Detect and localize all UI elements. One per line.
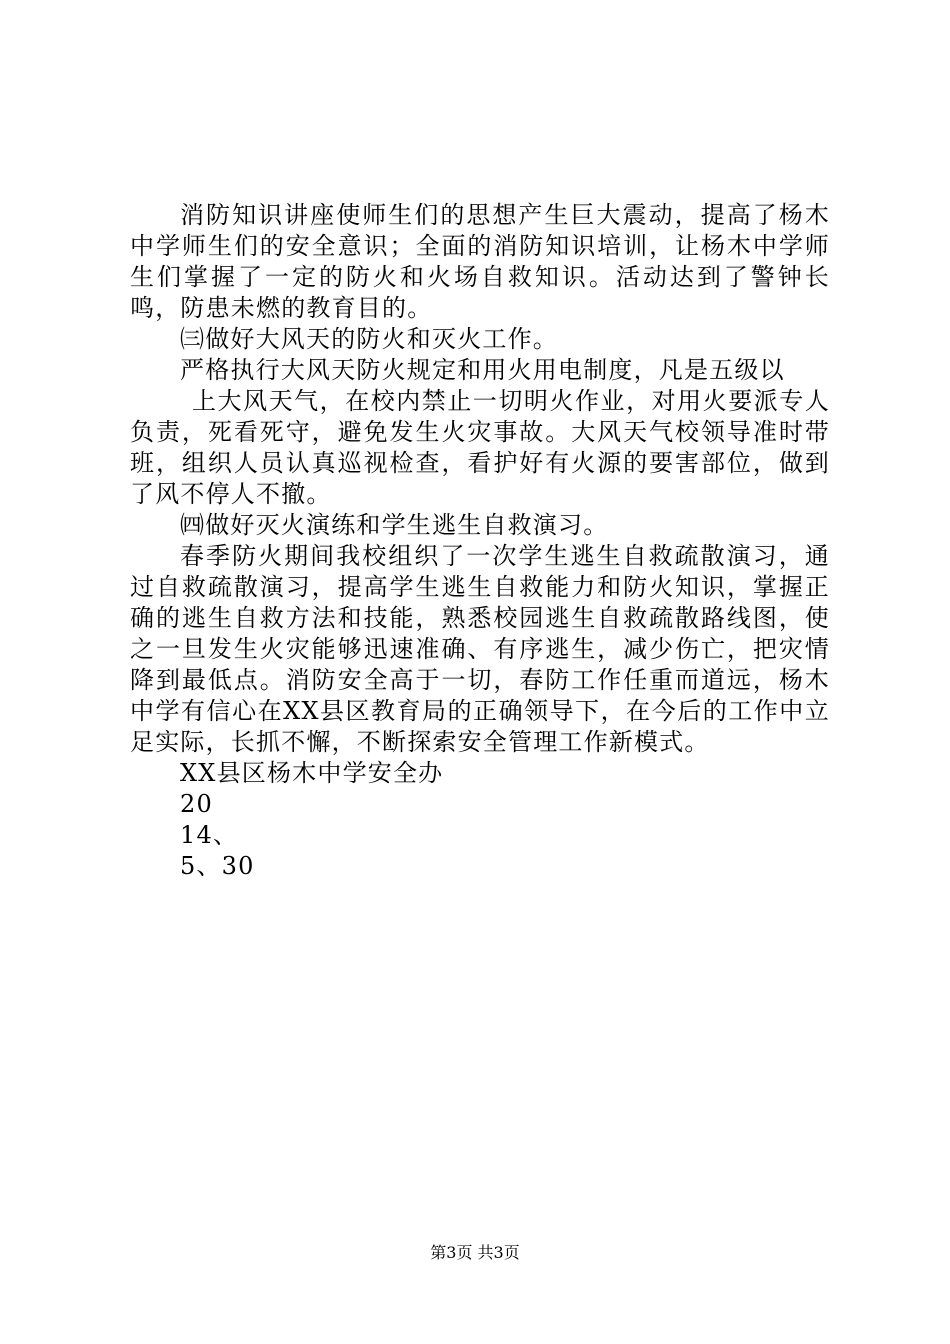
signature-office: XX县区杨木中学安全办 <box>180 759 444 787</box>
date-month-day: 5、30 <box>180 852 255 880</box>
paragraph-windy-day-rules-body: 上大风天气，在校内禁止一切明火作业，对用火要派专人负责，死看死守，避免发生火灾事故。大风天气校领导准时带班，组织人员认真巡视检查，看护好有火源的要害部位，做到了风不停人不撤。 <box>130 387 830 508</box>
heading-windy-day-fire-prevention: ㈢做好大风天的防火和灭火工作。 <box>180 325 558 353</box>
paragraph-windy-day-rules-first-line: 严格执行大风天防火规定和用火用电制度，凡是五级以 <box>180 356 785 384</box>
paragraph-lecture-effect: 消防知识讲座使师生们的思想产生巨大震动，提高了杨木中学师生们的安全意识；全面的消防知识培训，让杨木中学师生们掌握了一定的防火和火场自救知识。活动达到了警钟长鸣，防患未燃的教育目的。 <box>130 201 830 322</box>
document-body <box>130 200 830 882</box>
page-number-footer: 第3页 共3页 <box>430 1243 520 1262</box>
heading-fire-drill: ㈣做好灭火演练和学生逃生自救演习。 <box>180 511 609 539</box>
paragraph-evacuation-drill: 春季防火期间我校组织了一次学生逃生自救疏散演习，通过自救疏散演习，提高学生逃生自救能力和防火知识，掌握正确的逃生自救方法和技能，熟悉校园逃生自救疏散路线图，使之一旦发生火灾能够迅速准确、有序逃生，减少伤亡，把灾情降到最低点。消防安全高于一切，春防工作任重而道远，杨木中学有信心在XX县区教育局的正确领导下，在今后的工作中立足实际，长抓不懈，不断探索安全管理工作新模式。 <box>130 542 830 756</box>
date-year-part1: 20 <box>180 790 213 818</box>
date-year-part2: 14、 <box>180 821 239 849</box>
